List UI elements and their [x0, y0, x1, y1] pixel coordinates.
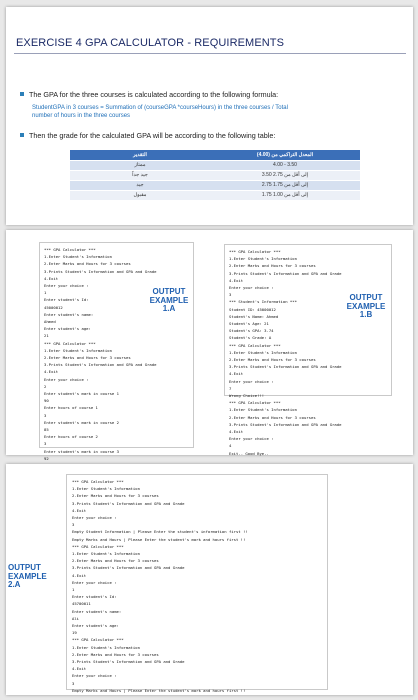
- output-examples-1-slide: [6, 230, 413, 461]
- grade-cell: جيد: [70, 180, 210, 190]
- range-cell: 3.50 إلى أقل من 2.75: [210, 170, 360, 180]
- bullet-grade-intro: [20, 131, 275, 140]
- output-example-label-2a: OUTPUT EXAMPLE 2.A: [8, 563, 47, 589]
- header-gpa: المعدل التراكمي من (4.00): [210, 150, 360, 160]
- console-text: *** GPA Calculator *** 1.Enter Student's Information 2.Enter Marks and Hours for 3 courses 3.Prints Student's Information and GPA and Grade 4.Exit Enter your choice : 3 *** Student's Information *** Student ID: 45000012 Student's Name: Ahmed Student's Age: 21 Student's GPA: 3.74 Student's Grade: A *** GPA Calculator *** 1.Enter Student's Information 2.Enter Marks and Hours for 3 courses 3.Prints Student's Information and GPA and Grade 4.Exit Enter your choice : 7 Wrong Choice!!! *** GPA Calculator *** 1.Enter Student's Information 2.Enter Marks and Hours for 3 courses 3.Prints Student's Information and GPA and Grade 4.Exit Enter your choice : 4 Exit.. Good Bye..: [229, 249, 342, 456]
- formula-line: StudentGPA in 3 courses = Summation of (courseGPA *courseHours) in the three courses / Total: [32, 105, 288, 111]
- bullet-text: The GPA for the three courses is calculated according to the following formula:: [29, 90, 279, 99]
- range-cell: 2.75 إلى أقل من 1.75: [210, 180, 360, 190]
- output-examples-2-slide: [6, 464, 413, 695]
- slide-title: EXERCISE 4 GPA CALCULATOR - REQUIREMENTS: [16, 37, 285, 49]
- range-cell: 4.00 - 3.50: [210, 160, 360, 170]
- table-header-row: [70, 150, 360, 160]
- console-text: *** GPA Calculator *** 1.Enter Student's Information 2.Enter Marks and Hours for 3 courses 3.Prints Student's Information and GPA and Grade 4.Exit Enter your choice : 3 Empty Student Information | Please Enter the student's information first !! Empty Marks and Hours | Please Enter the student's mark and hours first !! *** GPA Calculator *** 1.Enter Student's Information 2.Enter Marks and Hours for 3 courses 3.Prints Student's Information and GPA and Grade 4.Exit Enter your choice : 1 Enter student's Id: 45700011 Enter student's name: Ali Enter student's age: 19 *** GPA Calculator *** 1.Enter Student's Information 2.Enter Marks and Hours for 3 courses 3.Prints Student's Information and GPA and Grade 4.Exit Enter your choice : 3 Empty Marks and Hours | Please Enter the student's mark and hours first !!: [72, 479, 248, 693]
- console-output-2a: [66, 474, 328, 693]
- title-divider: [14, 53, 406, 54]
- gpa-formula: [32, 104, 398, 120]
- grade-cell: مقبول: [70, 190, 210, 200]
- range-cell: 1.75 إلى أقل من 1.00: [210, 190, 360, 200]
- console-output-1a: [39, 242, 194, 461]
- table-row: [70, 170, 360, 180]
- formula-line: number of hours in the three courses: [32, 113, 131, 119]
- console-text: *** GPA Calculator *** 1.Enter Student's Information 2.Enter Marks and Hours for 3 courses 3.Prints Student's Information and GPA and Grade 4.Exit Enter your choice : 1 Enter student's Id: 45000012 Enter student's name: Ahmed Enter student's age: 21 *** GPA Calculator *** 1.Enter Student's Information 2.Enter Marks and Hours for 3 courses 3.Prints Student's Information and GPA and Grade 4.Exit Enter your choice : 2 Enter student's mark in course 1 90 Enter hours of course 1 3 Enter student's mark in course 2 85 Enter hours of course 2 3 Enter student's mark in course 3 92: [44, 247, 157, 461]
- requirements-slide: [6, 7, 413, 225]
- bullet-square-icon: [20, 133, 24, 137]
- bullet-formula-intro: [20, 90, 278, 99]
- table-row: [70, 180, 360, 190]
- header-grade: التقدير: [70, 150, 210, 160]
- grade-cell: ممتاز: [70, 160, 210, 170]
- table-row: [70, 160, 360, 170]
- grade-cell: جيد جداً: [70, 170, 210, 180]
- bullet-square-icon: [20, 92, 24, 96]
- console-output-1b: [224, 244, 392, 456]
- table-row: [70, 190, 360, 200]
- output-example-label-1a: OUTPUT EXAMPLE 1.A: [149, 287, 189, 313]
- grade-table: [70, 150, 360, 201]
- bullet-text: Then the grade for the calculated GPA will be according to the following table:: [29, 131, 276, 140]
- output-example-label-1b: OUTPUT EXAMPLE 1.B: [346, 293, 386, 319]
